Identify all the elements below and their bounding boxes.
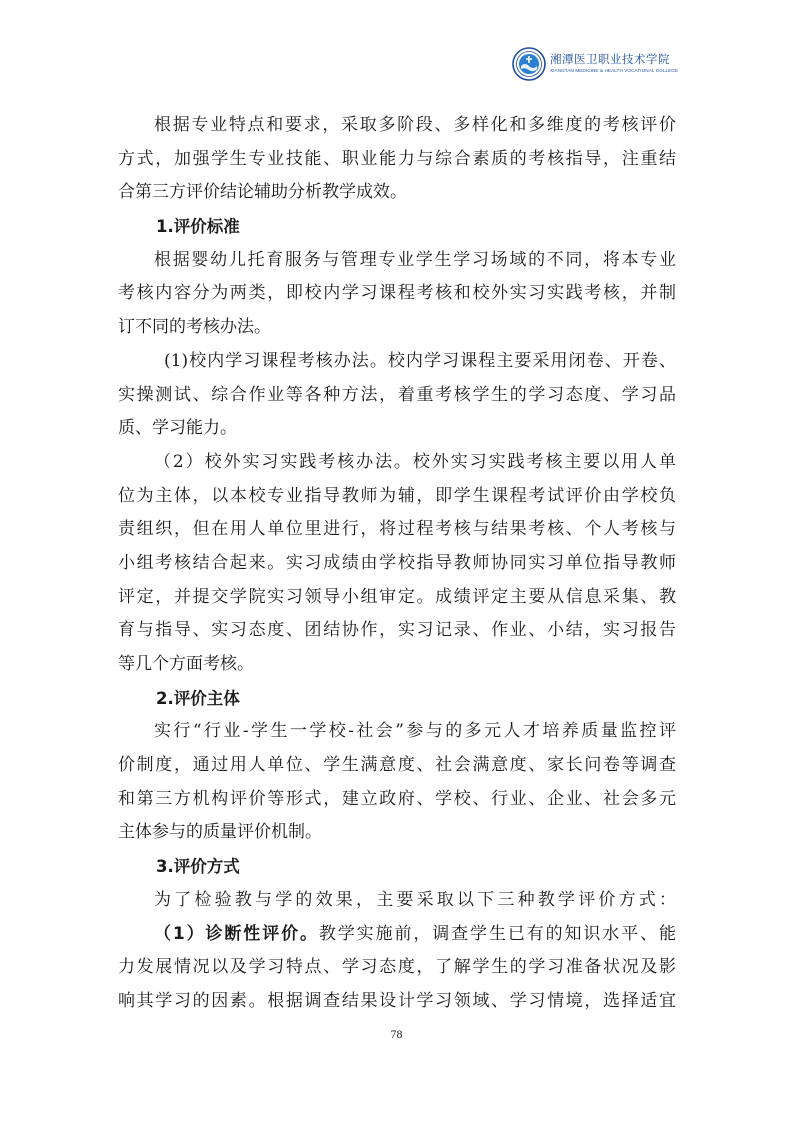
college-logo xyxy=(512,44,712,84)
text-run: 教学实施前，调查学生已有的知识水平、能 xyxy=(318,923,676,944)
text-line: 主体参与的质量评价机制。 xyxy=(118,822,322,843)
text-line: 为了检验教与学的效果，主要采取以下三种教学评价方式： xyxy=(154,889,676,910)
section-heading: 3.评价方式 xyxy=(156,857,240,877)
text-line: 位为主体，以本校专业指导教师为辅，即学生课程考试评价由学校负 xyxy=(118,485,676,506)
section-heading: 1.评价标准 xyxy=(156,217,240,237)
text-line: 等几个方面考核。 xyxy=(118,654,254,674)
text-line: 响其学习的因素。根据调查结果设计学习领域、学习情境，选择适宜 xyxy=(118,990,676,1011)
text-line: 考核内容分为两类，即校内学习课程考核和校外实习实践考核，并制 xyxy=(118,283,676,304)
paragraph xyxy=(118,109,676,210)
text-line: (1)校内学习课程考核办法。校内学习课程主要采用闭卷、开卷、 xyxy=(164,350,676,371)
text-line: 根据婴幼儿托育服务与管理专业学生学习场域的不同，将本专业 xyxy=(154,249,676,270)
paragraph xyxy=(118,918,676,1019)
body-text xyxy=(118,109,676,1019)
text-line xyxy=(118,918,676,952)
text-line: 根据专业特点和要求，采取多阶段、多样化和多维度的考核评价 xyxy=(154,115,676,135)
paragraph xyxy=(118,345,676,446)
paragraph xyxy=(118,244,676,345)
text-line: （2）校外实习实践考核办法。校外实习实践考核主要以用人单 xyxy=(154,451,676,472)
paragraph xyxy=(118,715,676,850)
paragraph xyxy=(118,446,676,682)
text-line: 育与指导、实习态度、团结协作，实习记录、作业、小结，实习报告 xyxy=(118,620,676,641)
page-number: 78 xyxy=(390,1027,403,1041)
text-line: 价制度，通过用人单位、学生满意度、社会满意度、家长问卷等调查 xyxy=(118,755,676,776)
section-heading: 2.评价主体 xyxy=(156,688,240,708)
logo-english-name: XIANGTAN MEDICINE & HEALTH VOCATIONAL COLLEGE xyxy=(550,67,679,73)
text-line: 评定，并提交学院实习领导小组审定。成绩评定主要从信息采集、教 xyxy=(118,586,676,607)
college-emblem-icon xyxy=(512,47,546,81)
text-line: 订不同的考核办法。 xyxy=(118,317,271,338)
text-line: 合第三方评价结论辅助分析教学成效。 xyxy=(118,182,407,203)
paragraph xyxy=(118,884,676,918)
bold-lead-in: （1）诊断性评价。 xyxy=(154,923,319,944)
text-line: 实行“行业-学生一学校-社会”参与的多元人才培养质量监控评 xyxy=(154,721,676,742)
text-line: 责组织，但在用人单位里进行，将过程考核与结果考核、个人考核与 xyxy=(118,519,676,540)
text-line: 力发展情况以及学习特点、学习态度，了解学生的学习准备状况及影 xyxy=(118,957,676,978)
text-line: 质、学习能力。 xyxy=(118,418,237,439)
text-line: 和第三方机构评价等形式，建立政府、学校、行业、企业、社会多元 xyxy=(118,788,676,809)
logo-chinese-name: 湘潭医卫职业技术学院 xyxy=(550,52,670,67)
text-line: 小组考核结合起来。实习成绩由学校指导教师协同实习单位指导教师 xyxy=(118,552,676,573)
text-line: 方式，加强学生专业技能、职业能力与综合素质的考核指导，注重结 xyxy=(118,148,676,169)
text-line: 实操测试、综合作业等各种方法，着重考核学生的学习态度、学习品 xyxy=(118,384,676,405)
